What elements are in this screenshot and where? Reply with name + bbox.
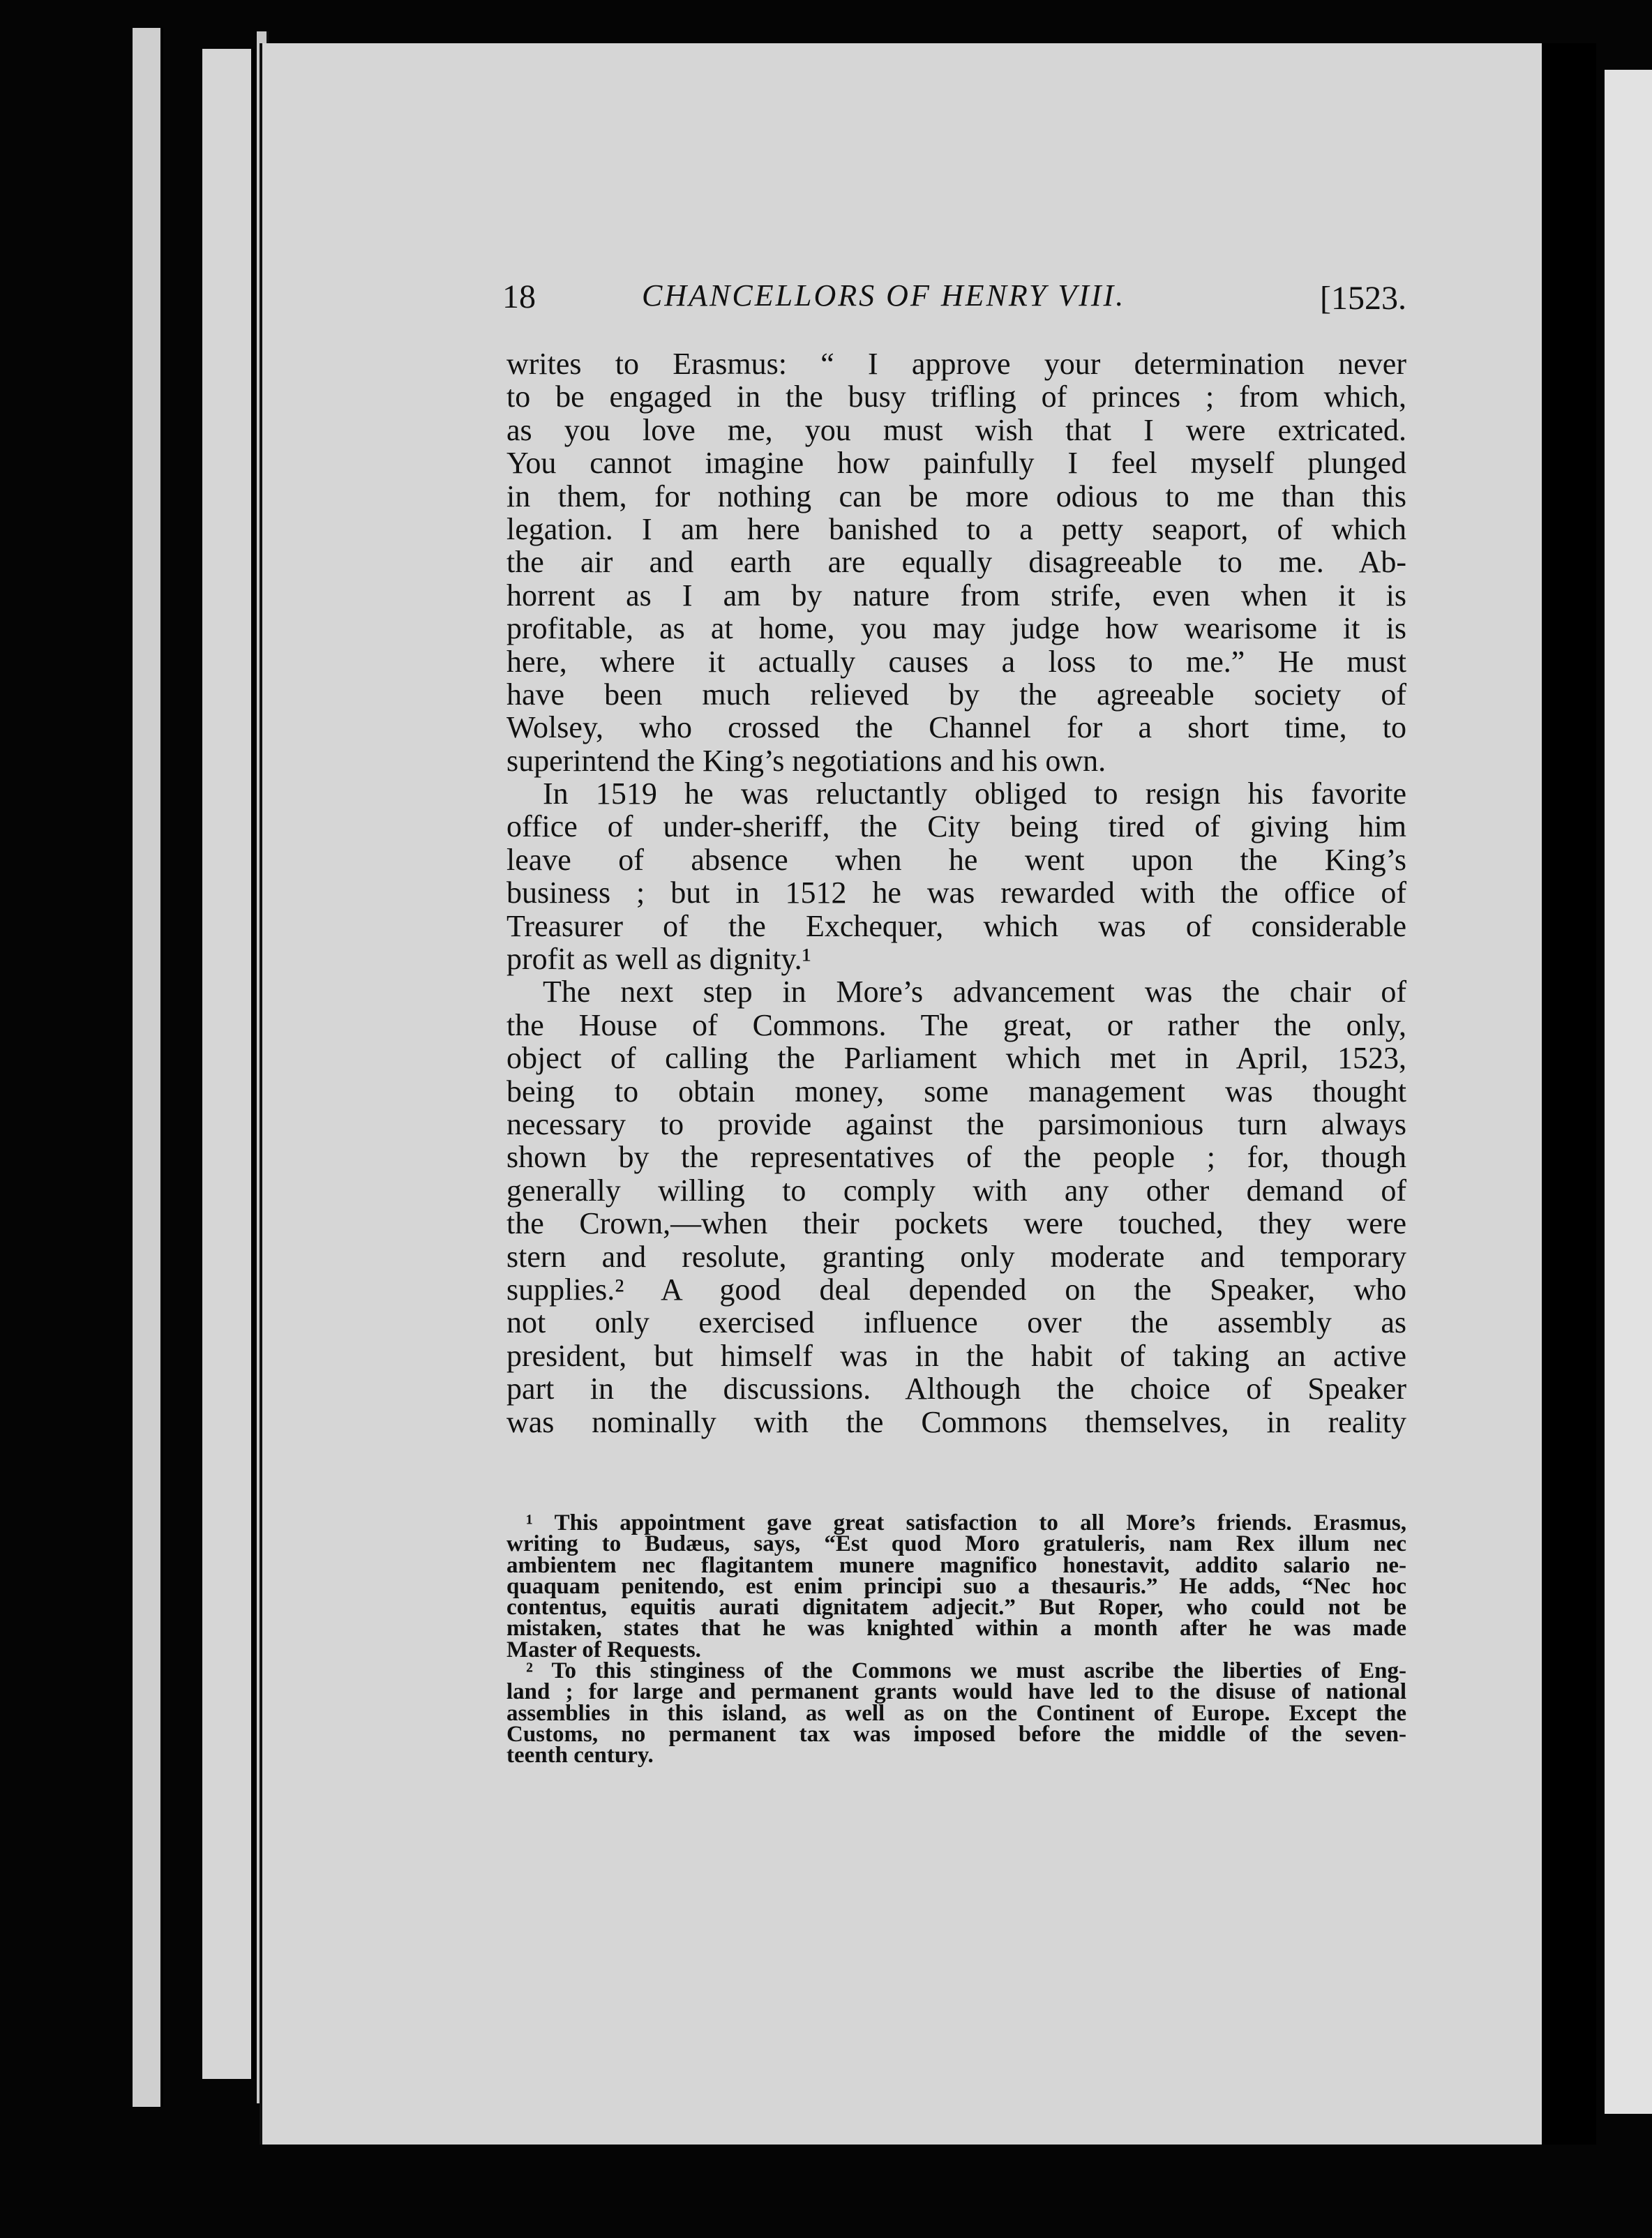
page-number: 18 bbox=[502, 278, 536, 315]
footnote-line: ² To this stinginess of the Commons we must ascribe the liberties of Eng- bbox=[526, 1658, 1406, 1684]
footnote-line: teenth century. bbox=[506, 1743, 654, 1768]
footnote-line: assemblies in this island, as well as on the Continent of Europe. Except the bbox=[506, 1700, 1406, 1726]
book-edge-left bbox=[133, 28, 163, 2107]
body-line: generally willing to comply with any other demand of bbox=[506, 1173, 1406, 1208]
running-header bbox=[502, 278, 1409, 333]
body-line: in them, for nothing can be more odious to me than this bbox=[506, 479, 1406, 513]
body-line: the air and earth are equally disagreeable to me. Ab- bbox=[506, 545, 1406, 580]
body-line: part in the discussions. Although the choice of Speaker bbox=[506, 1372, 1406, 1406]
body-line: here, where it actually causes a loss to me.” He must bbox=[506, 644, 1406, 679]
body-line: profitable, as at home, you may judge how wearisome it is bbox=[506, 611, 1406, 646]
body-line: necessary to provide against the parsimonious turn always bbox=[506, 1106, 1406, 1141]
book-gutter bbox=[1542, 43, 1596, 2145]
body-line: shown by the representatives of the people ; for, though bbox=[506, 1140, 1406, 1175]
body-line: the House of Commons. The great, or rather the only, bbox=[506, 1007, 1406, 1042]
footnote-line: mistaken, states that he was knighted within a month after he was made bbox=[506, 1616, 1406, 1642]
body-line: object of calling the Parliament which met in April, 1523, bbox=[506, 1041, 1406, 1076]
body-line: was nominally with the Commons themselves, in reality bbox=[506, 1404, 1406, 1439]
body-line: horrent as I am by nature from strife, even when it is bbox=[506, 578, 1406, 613]
footnote-line: writing to Budæus, says, “Est quod Moro gratuleris, nam Rex illum nec bbox=[506, 1531, 1406, 1557]
running-title: CHANCELLORS OF HENRY VIII. bbox=[642, 278, 1126, 313]
footnote-line: quaquam penitendo, est enim principi suo a thesauris.” He adds, “Nec hoc bbox=[506, 1573, 1406, 1599]
footnote-line: Master of Requests. bbox=[506, 1637, 701, 1662]
body-line: being to obtain money, some management was thought bbox=[506, 1074, 1406, 1109]
body-line: to be engaged in the busy trifling of princes ; from which, bbox=[506, 380, 1406, 414]
paragraph-start-line: In 1519 he was reluctantly obliged to resign his favorite bbox=[543, 776, 1406, 811]
body-line: profit as well as dignity.¹ bbox=[506, 942, 811, 977]
footnote-line: ambientem nec flagitantem munere magnifico honestavit, addito salario ne- bbox=[506, 1552, 1406, 1578]
footnote-line: Customs, no permanent tax was imposed before the middle of the seven- bbox=[506, 1721, 1406, 1747]
body-line: leave of absence when he went upon the King’s bbox=[506, 842, 1406, 877]
paragraph-start-line: The next step in More’s advancement was the chair of bbox=[543, 975, 1406, 1009]
body-line: president, but himself was in the habit of taking an active bbox=[506, 1338, 1406, 1373]
body-line: have been much relieved by the agreeable society of bbox=[506, 677, 1406, 712]
facing-page-edge bbox=[1605, 70, 1652, 2114]
body-line: the Crown,—when their pockets were touched, they were bbox=[506, 1206, 1406, 1241]
body-line: superintend the King’s negotiations and his own. bbox=[506, 743, 1106, 778]
body-line: legation. I am here banished to a petty seaport, of which bbox=[506, 511, 1406, 546]
body-line: writes to Erasmus: “ I approve your determination never bbox=[506, 347, 1406, 381]
body-line: Wolsey, who crossed the Channel for a short time, to bbox=[506, 710, 1406, 745]
footnote-line: land ; for large and permanent grants would have led to the disuse of national bbox=[506, 1679, 1406, 1705]
body-line: You cannot imagine how painfully I feel myself plunged bbox=[506, 446, 1406, 481]
body-line: office of under-sheriff, the City being tired of giving him bbox=[506, 809, 1406, 844]
book-edge-middle bbox=[202, 49, 255, 2079]
footnote-line: ¹ This appointment gave great satisfaction to all More’s friends. Erasmus, bbox=[526, 1510, 1406, 1535]
footnote-line: contentus, equitis aurati dignitatem adjecit.” But Roper, who could not be bbox=[506, 1595, 1406, 1621]
body-line: Treasurer of the Exchequer, which was of considerable bbox=[506, 908, 1406, 943]
body-text bbox=[506, 347, 1406, 1439]
footnotes bbox=[506, 1512, 1406, 1766]
body-line: not only exercised influence over the assembly as bbox=[506, 1305, 1406, 1340]
body-line: supplies.² A good deal depended on the Speaker, who bbox=[506, 1272, 1406, 1307]
body-line: as you love me, you must wish that I were extricated. bbox=[506, 412, 1406, 447]
body-line: business ; but in 1512 he was rewarded with the office of bbox=[506, 876, 1406, 910]
header-year: [1523. bbox=[1320, 280, 1406, 317]
body-line: stern and resolute, granting only moderate and temporary bbox=[506, 1239, 1406, 1274]
